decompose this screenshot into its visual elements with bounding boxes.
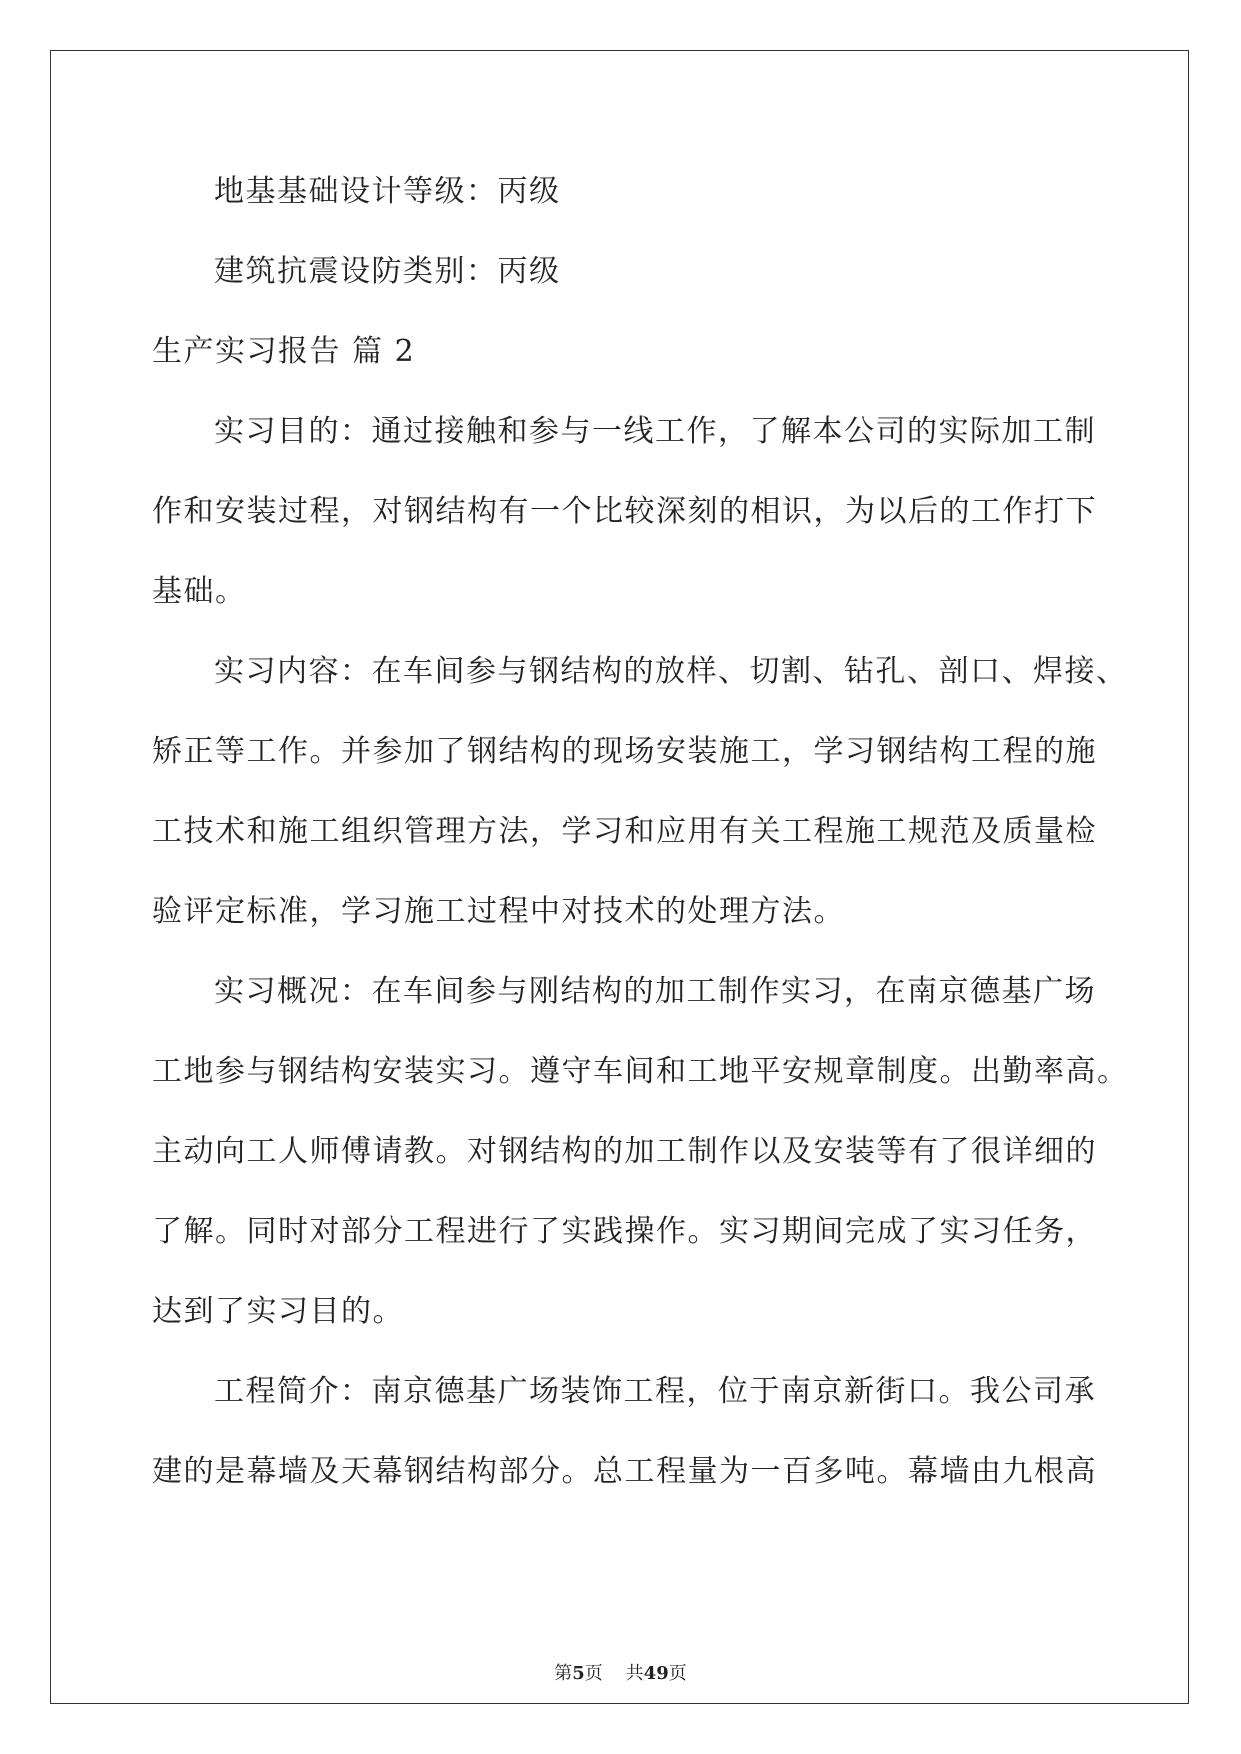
paragraph-line: 建筑抗震设防类别：丙级 [214, 254, 561, 289]
paragraph-line: 了解。同时对部分工程进行了实践操作。实习期间完成了实习任务， [152, 1214, 1097, 1249]
paragraph-line: 工地参与钢结构安装实习。遵守车间和工地平安规章制度。出勤率高。 [152, 1054, 1129, 1089]
footer-total-number: 49 [643, 1663, 669, 1684]
paragraph-line: 实习目的：通过接触和参与一线工作，了解本公司的实际加工制 [214, 414, 1096, 449]
paragraph-line: 实习概况：在车间参与刚结构的加工制作实习，在南京德基广场 [214, 974, 1096, 1009]
section-heading: 生产实习报告 篇 2 [152, 334, 416, 369]
paragraph-line: 验评定标准，学习施工过程中对技术的处理方法。 [152, 894, 845, 929]
paragraph-line: 矫正等工作。并参加了钢结构的现场安装施工，学习钢结构工程的施 [152, 734, 1097, 769]
footer-page-suffix: 页 [584, 1663, 603, 1684]
footer-page-prefix: 第 [554, 1663, 573, 1684]
paragraph-line: 基础。 [152, 574, 247, 609]
paragraph-line: 实习内容：在车间参与钢结构的放样、切割、钻孔、剖口、焊接、 [214, 654, 1128, 689]
footer-total-suffix: 页 [668, 1663, 687, 1684]
paragraph-line: 达到了实习目的。 [152, 1294, 404, 1329]
paragraph-line: 工技术和施工组织管理方法，学习和应用有关工程施工规范及质量检 [152, 814, 1097, 849]
page-footer [0, 1662, 1241, 1686]
footer-page-number: 5 [572, 1663, 585, 1684]
paragraph-line: 建的是幕墙及天幕钢结构部分。总工程量为一百多吨。幕墙由九根高 [152, 1454, 1097, 1489]
paragraph-line: 工程简介：南京德基广场装饰工程，位于南京新街口。我公司承 [214, 1374, 1096, 1409]
paragraph-line: 地基基础设计等级：丙级 [214, 174, 561, 209]
footer-total-prefix: 共 [625, 1663, 644, 1684]
paragraph-line: 主动向工人师傅请教。对钢结构的加工制作以及安装等有了很详细的 [152, 1134, 1097, 1169]
paragraph-line: 作和安装过程，对钢结构有一个比较深刻的相识，为以后的工作打下 [152, 494, 1097, 529]
